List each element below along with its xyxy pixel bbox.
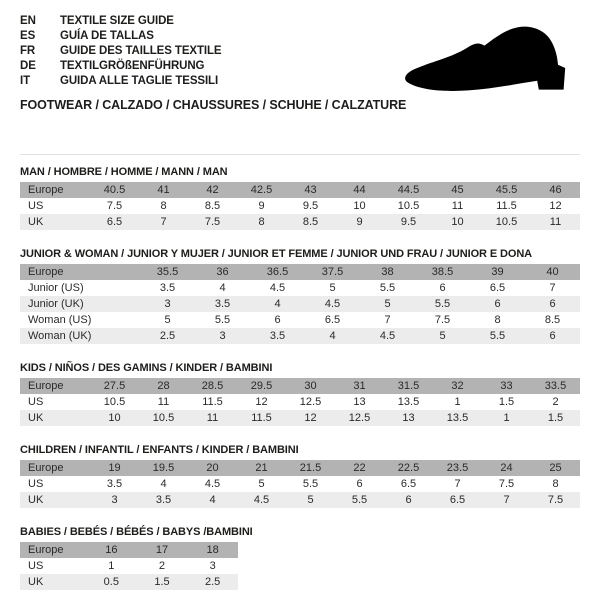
- language-label: GUÍA DE TALLAS: [60, 30, 154, 42]
- size-value: 2: [158, 560, 166, 572]
- size-value: 7: [454, 478, 461, 490]
- size-value: 43: [304, 184, 317, 196]
- size-value: 31.5: [397, 380, 420, 392]
- language-label: GUIDE DES TAILLES TEXTILE: [60, 45, 222, 57]
- size-value: 2.5: [159, 330, 176, 342]
- size-section-babies: [20, 526, 580, 590]
- size-value: 40: [546, 266, 559, 278]
- row-label: Junior (UK): [28, 298, 84, 310]
- size-value: 9: [258, 200, 265, 212]
- size-value: 45.5: [495, 184, 518, 196]
- row-label: UK: [28, 216, 44, 228]
- row-label: UK: [28, 494, 44, 506]
- row-label: US: [28, 200, 44, 212]
- size-value: 21: [255, 462, 268, 474]
- size-value: 1.5: [547, 412, 564, 424]
- table-row: [20, 460, 580, 476]
- size-value: 37.5: [321, 266, 344, 278]
- table-row: [20, 296, 580, 312]
- size-value: 42.5: [250, 184, 273, 196]
- size-value: 30: [304, 380, 317, 392]
- size-value: 10.5: [152, 412, 175, 424]
- size-value: 3.5: [269, 330, 286, 342]
- size-table: [20, 378, 580, 426]
- section-title: JUNIOR & WOMAN / JUNIOR Y MUJER / JUNIOR ET FEMME / JUNIOR UND FRAU / JUNIOR E DONA: [20, 248, 533, 260]
- size-value: 6: [274, 314, 281, 326]
- size-value: 5.5: [214, 314, 231, 326]
- size-value: 6: [549, 298, 556, 310]
- table-row: [20, 394, 580, 410]
- size-value: 6: [549, 330, 556, 342]
- size-value: 13.5: [397, 396, 420, 408]
- size-section-junior-woman: [20, 248, 580, 344]
- size-value: 44.5: [397, 184, 420, 196]
- size-value: 25: [549, 462, 562, 474]
- row-label: US: [28, 396, 44, 408]
- size-value: 19.5: [152, 462, 175, 474]
- row-label: Woman (UK): [28, 330, 92, 342]
- size-value: 5: [384, 298, 391, 310]
- row-label: Europe: [28, 184, 64, 196]
- row-label: Europe: [28, 266, 64, 278]
- table-row: [20, 410, 580, 426]
- size-value: 6.5: [400, 478, 417, 490]
- size-value: 10.5: [397, 200, 420, 212]
- size-value: 5.5: [434, 298, 451, 310]
- size-table: [20, 182, 580, 230]
- table-row: [20, 328, 580, 344]
- table-row: [20, 476, 580, 492]
- size-value: 27.5: [103, 380, 126, 392]
- size-value: 31: [353, 380, 366, 392]
- language-code: DE: [20, 60, 36, 72]
- dress-shoe-icon: [396, 20, 576, 100]
- size-value: 4: [160, 478, 167, 490]
- row-label: Europe: [28, 462, 64, 474]
- size-value: 13: [353, 396, 366, 408]
- size-value: 5: [164, 314, 171, 326]
- table-row: [20, 312, 580, 328]
- size-value: 13: [402, 412, 415, 424]
- language-code: FR: [20, 45, 36, 57]
- size-value: 4.5: [204, 478, 221, 490]
- size-value: 12: [304, 412, 317, 424]
- size-value: 20: [206, 462, 219, 474]
- size-value: 38: [381, 266, 394, 278]
- size-value: 5.5: [379, 282, 396, 294]
- size-value: 5.5: [489, 330, 506, 342]
- language-code: ES: [20, 30, 36, 42]
- size-value: 7.5: [498, 478, 515, 490]
- row-label: US: [28, 478, 44, 490]
- table-row: [20, 214, 580, 230]
- size-value: 3.5: [106, 478, 123, 490]
- size-value: 12: [255, 396, 268, 408]
- table-row: [20, 542, 238, 558]
- size-value: 4.5: [269, 282, 286, 294]
- size-value: 8: [160, 200, 167, 212]
- size-value: 3.5: [159, 282, 176, 294]
- size-value: 6: [356, 478, 363, 490]
- size-value: 24: [500, 462, 513, 474]
- row-label: Europe: [28, 380, 64, 392]
- size-value: 3.5: [214, 298, 231, 310]
- size-value: 22.5: [397, 462, 420, 474]
- size-value: 3: [164, 298, 171, 310]
- size-value: 7: [384, 314, 391, 326]
- size-table: [20, 264, 580, 344]
- size-value: 7.5: [547, 494, 564, 506]
- size-value: 11.5: [202, 396, 223, 408]
- size-value: 11: [157, 396, 170, 408]
- size-value: 18: [206, 544, 219, 556]
- size-value: 8.5: [204, 200, 221, 212]
- size-value: 2.5: [205, 576, 221, 588]
- size-value: 6.5: [106, 216, 123, 228]
- size-value: 1.5: [498, 396, 515, 408]
- size-value: 17: [155, 544, 169, 556]
- language-code: EN: [20, 15, 36, 27]
- size-value: 6: [494, 298, 501, 310]
- size-table: [20, 542, 238, 590]
- size-value: 5: [307, 494, 314, 506]
- size-value: 13.5: [446, 412, 469, 424]
- size-value: 5.5: [351, 494, 368, 506]
- size-sections: [20, 166, 580, 590]
- size-value: 3: [111, 494, 118, 506]
- size-value: 22: [353, 462, 366, 474]
- table-row: [20, 264, 580, 280]
- size-value: 10: [108, 412, 121, 424]
- size-value: 4: [209, 494, 216, 506]
- size-value: 23.5: [446, 462, 469, 474]
- size-value: 10.5: [103, 396, 126, 408]
- size-section-kids: [20, 362, 580, 426]
- size-value: 8: [258, 216, 265, 228]
- size-table: [20, 460, 580, 508]
- size-value: 1: [108, 560, 115, 572]
- size-value: 8.5: [544, 314, 561, 326]
- size-value: 21.5: [299, 462, 322, 474]
- size-value: 36.5: [266, 266, 289, 278]
- row-label: Europe: [28, 544, 64, 556]
- size-value: 8: [494, 314, 501, 326]
- size-value: 46: [549, 184, 562, 196]
- size-value: 7.5: [204, 216, 221, 228]
- size-value: 19: [108, 462, 121, 474]
- size-value: 33.5: [544, 380, 567, 392]
- section-title: BABIES / BEBÉS / BÉBÉS / BABYS /BAMBINI: [20, 526, 253, 538]
- size-value: 12: [549, 200, 562, 212]
- size-value: 6.5: [489, 282, 506, 294]
- size-value: 4.5: [253, 494, 270, 506]
- size-value: 6.5: [324, 314, 341, 326]
- section-title: CHILDREN / INFANTIL / ENFANTS / KINDER / BAMBINI: [20, 444, 299, 456]
- size-value: 29.5: [250, 380, 273, 392]
- size-value: 4: [274, 298, 281, 310]
- size-value: 5: [329, 282, 336, 294]
- size-value: 1: [503, 412, 510, 424]
- size-value: 1: [454, 396, 461, 408]
- size-value: 16: [105, 544, 118, 556]
- size-value: 28: [157, 380, 170, 392]
- language-label: TEXTILE SIZE GUIDE: [60, 15, 174, 27]
- size-value: 10: [451, 216, 464, 228]
- size-value: 28.5: [201, 380, 224, 392]
- size-value: 11: [451, 200, 464, 212]
- table-row: [20, 182, 580, 198]
- size-value: 1.5: [154, 576, 170, 588]
- table-row: [20, 280, 580, 296]
- size-value: 39: [491, 266, 504, 278]
- table-row: [20, 558, 238, 574]
- size-value: 2: [552, 396, 559, 408]
- size-value: 11: [549, 216, 562, 228]
- size-value: 10.5: [495, 216, 518, 228]
- size-value: 38.5: [431, 266, 454, 278]
- language-code: IT: [20, 75, 31, 87]
- size-value: 0.5: [103, 576, 119, 588]
- category-heading: FOOTWEAR / CALZADO / CHAUSSURES / SCHUHE / CALZATURE: [20, 98, 407, 112]
- size-value: 9.5: [302, 200, 319, 212]
- size-value: 42: [206, 184, 219, 196]
- size-value: 3: [219, 330, 226, 342]
- section-title: KIDS / NIÑOS / DES GAMINS / KINDER / BAMBINI: [20, 362, 273, 374]
- size-value: 12.5: [348, 412, 371, 424]
- size-value: 9.5: [400, 216, 417, 228]
- table-row: [20, 198, 580, 214]
- size-value: 4.5: [324, 298, 341, 310]
- size-value: 11: [206, 412, 219, 424]
- language-label: GUIDA ALLE TAGLIE TESSILI: [60, 75, 219, 87]
- size-value: 7: [549, 282, 556, 294]
- size-value: 5.5: [302, 478, 319, 490]
- size-section-man: [20, 166, 580, 230]
- table-row: [20, 492, 580, 508]
- row-label: UK: [28, 576, 44, 588]
- row-label: US: [28, 560, 44, 572]
- size-value: 40.5: [103, 184, 126, 196]
- size-value: 4.5: [379, 330, 396, 342]
- size-value: 6: [439, 282, 446, 294]
- size-value: 4: [219, 282, 226, 294]
- size-value: 7: [160, 216, 167, 228]
- size-value: 45: [451, 184, 464, 196]
- size-value: 3.5: [155, 494, 172, 506]
- size-value: 10: [353, 200, 366, 212]
- language-label: TEXTILGRÖßENFÜHRUNG: [60, 60, 205, 72]
- size-value: 3: [209, 560, 216, 572]
- size-value: 6: [405, 494, 412, 506]
- size-value: 33: [500, 380, 513, 392]
- size-value: 5: [258, 478, 265, 490]
- size-value: 6.5: [449, 494, 466, 506]
- size-value: 7: [503, 494, 510, 506]
- size-value: 8.5: [302, 216, 319, 228]
- size-value: 8: [552, 478, 559, 490]
- row-label: Woman (US): [28, 314, 92, 326]
- table-row: [20, 378, 580, 394]
- size-value: 4: [329, 330, 336, 342]
- size-value: 44: [353, 184, 366, 196]
- size-value: 11.5: [251, 412, 272, 424]
- size-value: 9: [356, 216, 363, 228]
- size-value: 5: [439, 330, 446, 342]
- size-value: 11.5: [496, 200, 517, 212]
- size-value: 7.5: [434, 314, 451, 326]
- size-value: 7.5: [106, 200, 123, 212]
- size-value: 32: [451, 380, 464, 392]
- row-label: Junior (US): [28, 282, 84, 294]
- section-title: MAN / HOMBRE / HOMME / MANN / MAN: [20, 166, 228, 178]
- divider-line: [20, 154, 580, 155]
- size-value: 35.5: [156, 266, 179, 278]
- table-row: [20, 574, 238, 590]
- size-value: 36: [216, 266, 229, 278]
- size-value: 41: [157, 184, 170, 196]
- row-label: UK: [28, 412, 44, 424]
- size-value: 12.5: [299, 396, 322, 408]
- size-section-children: [20, 444, 580, 508]
